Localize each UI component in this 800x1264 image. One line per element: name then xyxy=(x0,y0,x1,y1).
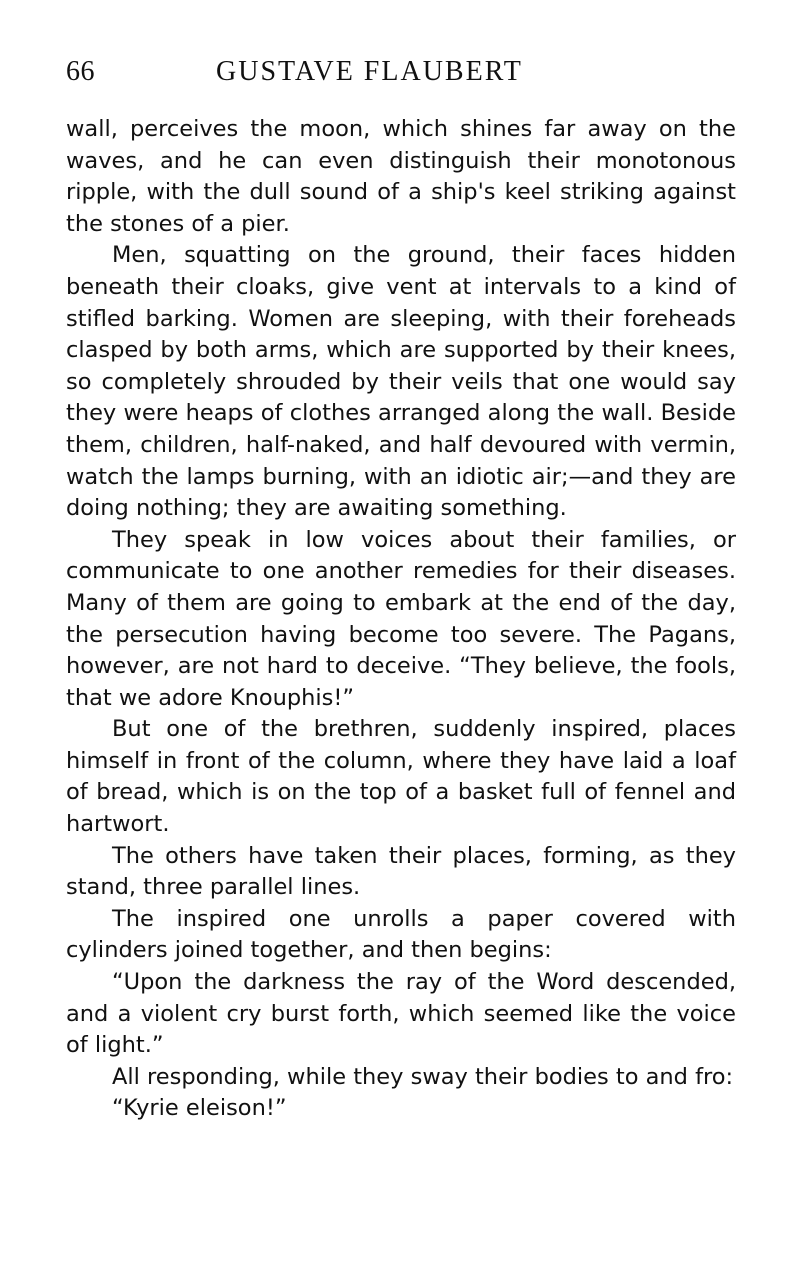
page-number: 66 xyxy=(66,56,95,87)
book-page xyxy=(66,56,736,1125)
body-text xyxy=(66,114,736,1125)
quotation: “Upon the darkness the ray of the Word descended, and a violent cry burst forth, which seemed like the voice of light.” xyxy=(66,969,736,1059)
paragraph: The others have taken their places, forming, as they stand, three parallel lines. xyxy=(66,842,736,901)
paragraph: All responding, while they sway their bodies to and fro: xyxy=(112,1063,734,1090)
paragraph: Men, squatting on the ground, their faces hidden beneath their cloaks, give vent at intervals to a kind of stifled barking. Women are sleeping, with their foreheads clasped by both arms, which are supported by their knees, so completely shrouded by their veils that one would say they were heaps of clothes arranged along the wall. Beside them, children, half-naked, and half devoured with vermin, watch the lamps burning, with an idiotic air;—and they are doing nothing; they are awaiting something. xyxy=(66,242,736,522)
paragraph: They speak in low voices about their families, or communicate to one another remedies for their diseases. Many of them are going to embark at the end of the day, the persecution having become too severe. The Pagans, however, are not hard to deceive. “They believe, the fools, that we adore Knouphis!” xyxy=(66,526,736,711)
running-title: GUSTAVE FLAUBERT xyxy=(216,56,523,87)
paragraph: The inspired one unrolls a paper covered with cylinders joined together, and then begins: xyxy=(66,905,736,964)
quotation: “Kyrie eleison!” xyxy=(112,1095,287,1122)
paragraph: But one of the brethren, suddenly inspired, places himself in front of the column, where they have laid a loaf of bread, which is on the top of a basket full of fennel and hartwort. xyxy=(66,716,736,838)
paragraph-continued: wall, perceives the moon, which shines far away on the waves, and he can even distinguish their monotonous ripple, with the dull sound of a ship's keel striking against the stones of a pier. xyxy=(66,116,736,237)
running-head xyxy=(66,56,736,108)
